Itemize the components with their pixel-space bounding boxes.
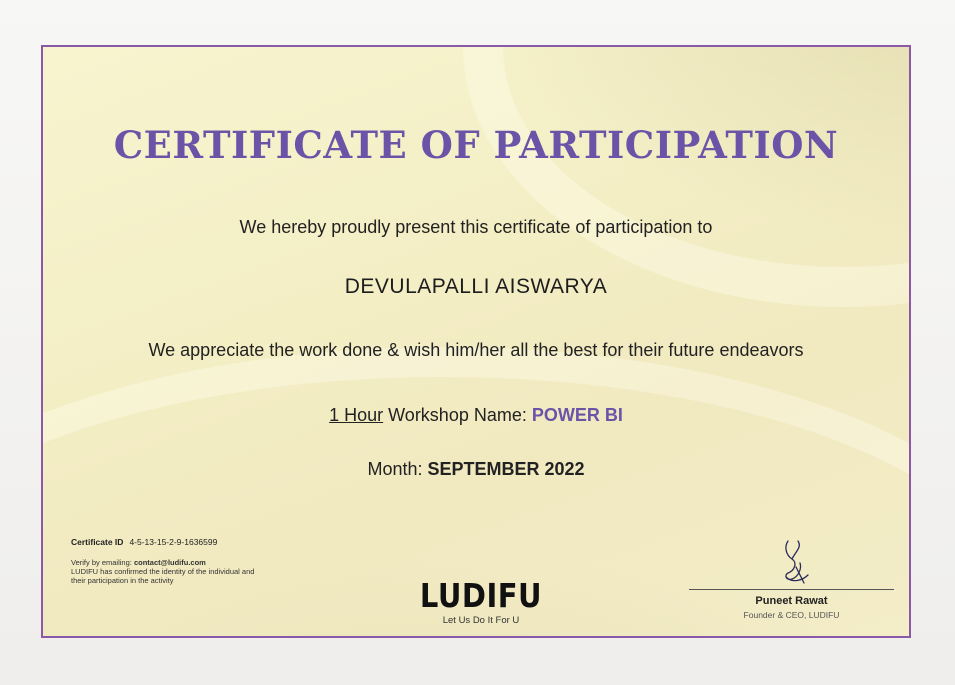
certificate [41,45,911,638]
present-text: We hereby proudly present this certificate of participation to [239,217,713,237]
month-value: SEPTEMBER 2022 [427,459,585,479]
workshop-duration: 1 Hour [329,405,384,425]
certificate-title: CERTIFICATE OF PARTICIPATION [113,123,839,167]
month-label: Month: [367,459,428,479]
signature-icon [774,537,814,587]
signatory-role: Founder & CEO, LUDIFU [743,610,840,620]
logo-tagline: Let Us Do It For U [442,615,520,626]
background-swirl [463,45,911,307]
workshop-label: Workshop Name: [383,405,532,425]
verify-note: LUDIFU has confirmed the identity of the individual and their participation in the activity [71,567,255,585]
logo-brand: LUDIFU [419,576,543,616]
recipient-name: DEVULAPALLI AISWARYA [344,275,608,298]
appreciation-text: We appreciate the work done & wish him/her all the best for their future endeavors [148,340,804,360]
ludifu-logo [411,576,551,626]
workshop-name: POWER BI [531,405,623,425]
certificate-id [71,537,217,547]
month-line [43,459,909,480]
verification-note [71,558,271,585]
verify-prefix: Verify by emailing: [71,558,134,567]
signature-line [689,589,894,590]
certificate-id-value: 4-5-13-15-2-9-1636599 [129,537,218,547]
signature-block [689,537,894,627]
workshop-line [43,405,909,426]
certificate-id-label: Certificate ID [71,537,124,547]
verify-email: contact@ludifu.com [133,558,206,567]
signatory-name: Puneet Rawat [755,595,828,607]
